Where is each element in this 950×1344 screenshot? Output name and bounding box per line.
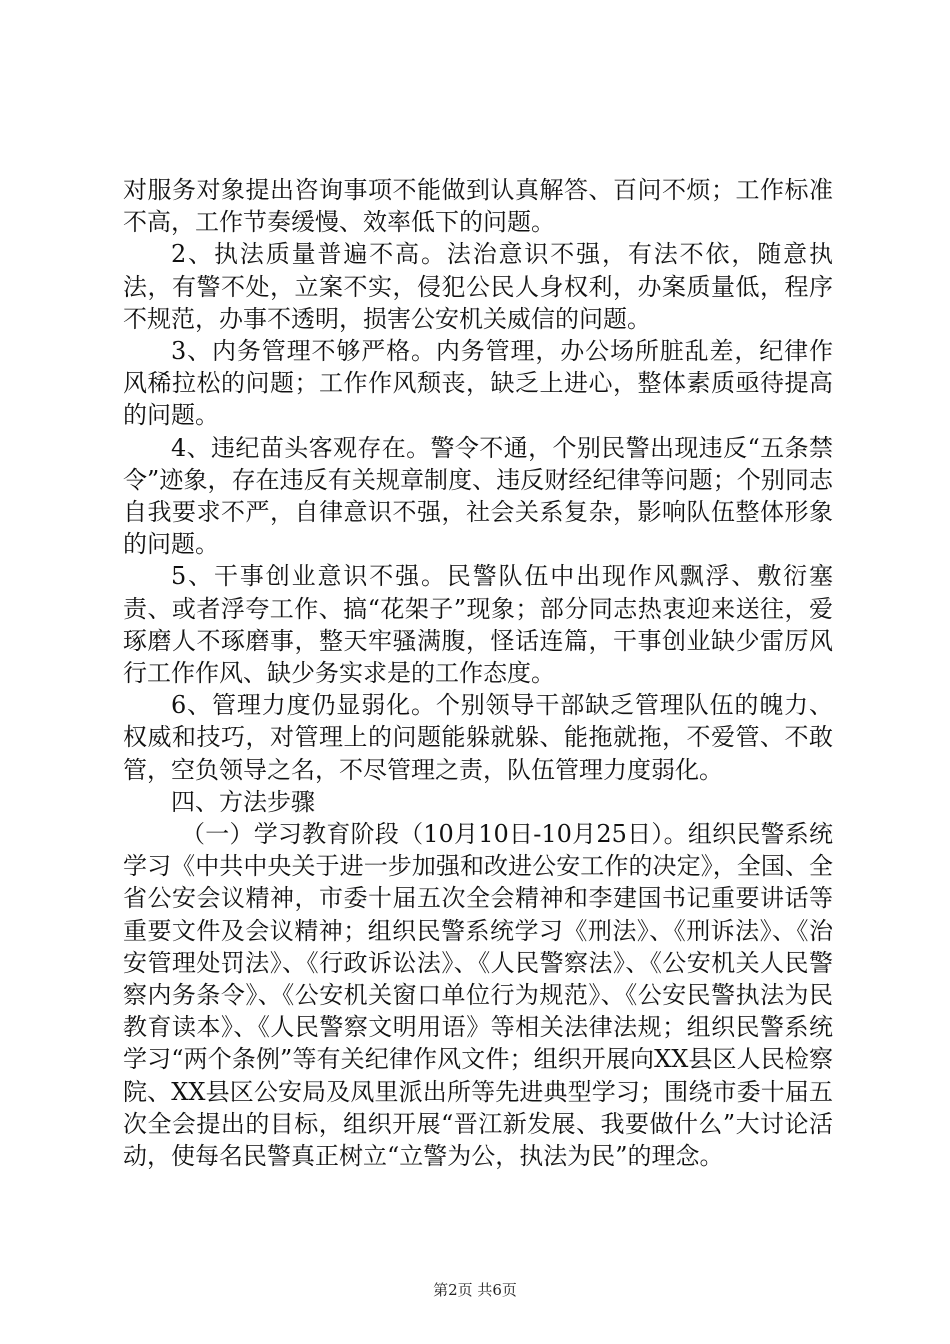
paragraph-continuation: 对服务对象提出咨询事项不能做到认真解答、百问不烦；工作标准不高，工作节奏缓慢、效率低下的问题。 bbox=[123, 176, 833, 237]
section-heading-methods: 四、方法步骤 bbox=[171, 787, 315, 816]
paragraph-item-6: 6、管理力度仍显弱化。个别领导干部缺乏管理队伍的魄力、权威和技巧，对管理上的问题能躲就躲、能拖就拖，不爱管、不敢管，空负领导之名，不尽管理之责，队伍管理力度弱化。 bbox=[123, 691, 833, 784]
paragraph-item-3: 3、内务管理不够严格。内务管理，办公场所脏乱差，纪律作风稀拉松的问题；工作作风颓丧，缺乏上进心，整体素质亟待提高的问题。 bbox=[123, 337, 833, 430]
paragraph-item-5: 5、干事创业意识不强。民警队伍中出现作风飘浮、敷衍塞责、或者浮夸工作、搞“花架子”现象；部分同志热衷迎来送往，爱琢磨人不琢磨事，整天牢骚满腹，怪话连篇，干事创业缺少雷厉风行工作作风、缺少务实求是的工作态度。 bbox=[123, 562, 833, 688]
paragraph-item-4: 4、违纪苗头客观存在。警令不通，个别民警出现违反“五条禁令”迹象，存在违反有关规章制度、违反财经纪律等问题；个别同志自我要求不严，自律意识不强，社会关系复杂，影响队伍整体形象的问题。 bbox=[123, 433, 833, 559]
paragraph-item-2: 2、执法质量普遍不高。法治意识不强，有法不依，随意执法，有警不处，立案不实，侵犯公民人身权利，办案质量低，程序不规范，办事不透明，损害公安机关威信的问题。 bbox=[123, 240, 833, 333]
paragraph-study-phase: （一）学习教育阶段（10月10日-10月25日）。组织民警系统学习《中共中央关于进一步加强和改进公安工作的决定》，全国、全省公安会议精神，市委十届五次全会精神和李建国书记重要讲话等重要文件及会议精神；组织民警系统学习《刑法》、《刑诉法》、《治安管理处罚法》、《行政诉讼法》、《人民警察法》、《公安机关人民警察内务条令》、《公安机关窗口单位行为规范》、《公安民警执法为民教育读本》、《人民警察文明用语》等相关法律法规；组织民警系统学习“两个条例”等有关纪律作风文件；组织开展向XX县区人民检察院、XX县区公安局及凤里派出所等先进典型学习；围绕市委十届五次全会提出的目标，组织开展“晋江新发展、我要做什么”大讨论活动，使每名民警真正树立“立警为公，执法为民”的理念。 bbox=[123, 820, 833, 1171]
page-number-footer: 第2页 共6页 bbox=[433, 1281, 517, 1299]
document-body bbox=[123, 174, 833, 1172]
